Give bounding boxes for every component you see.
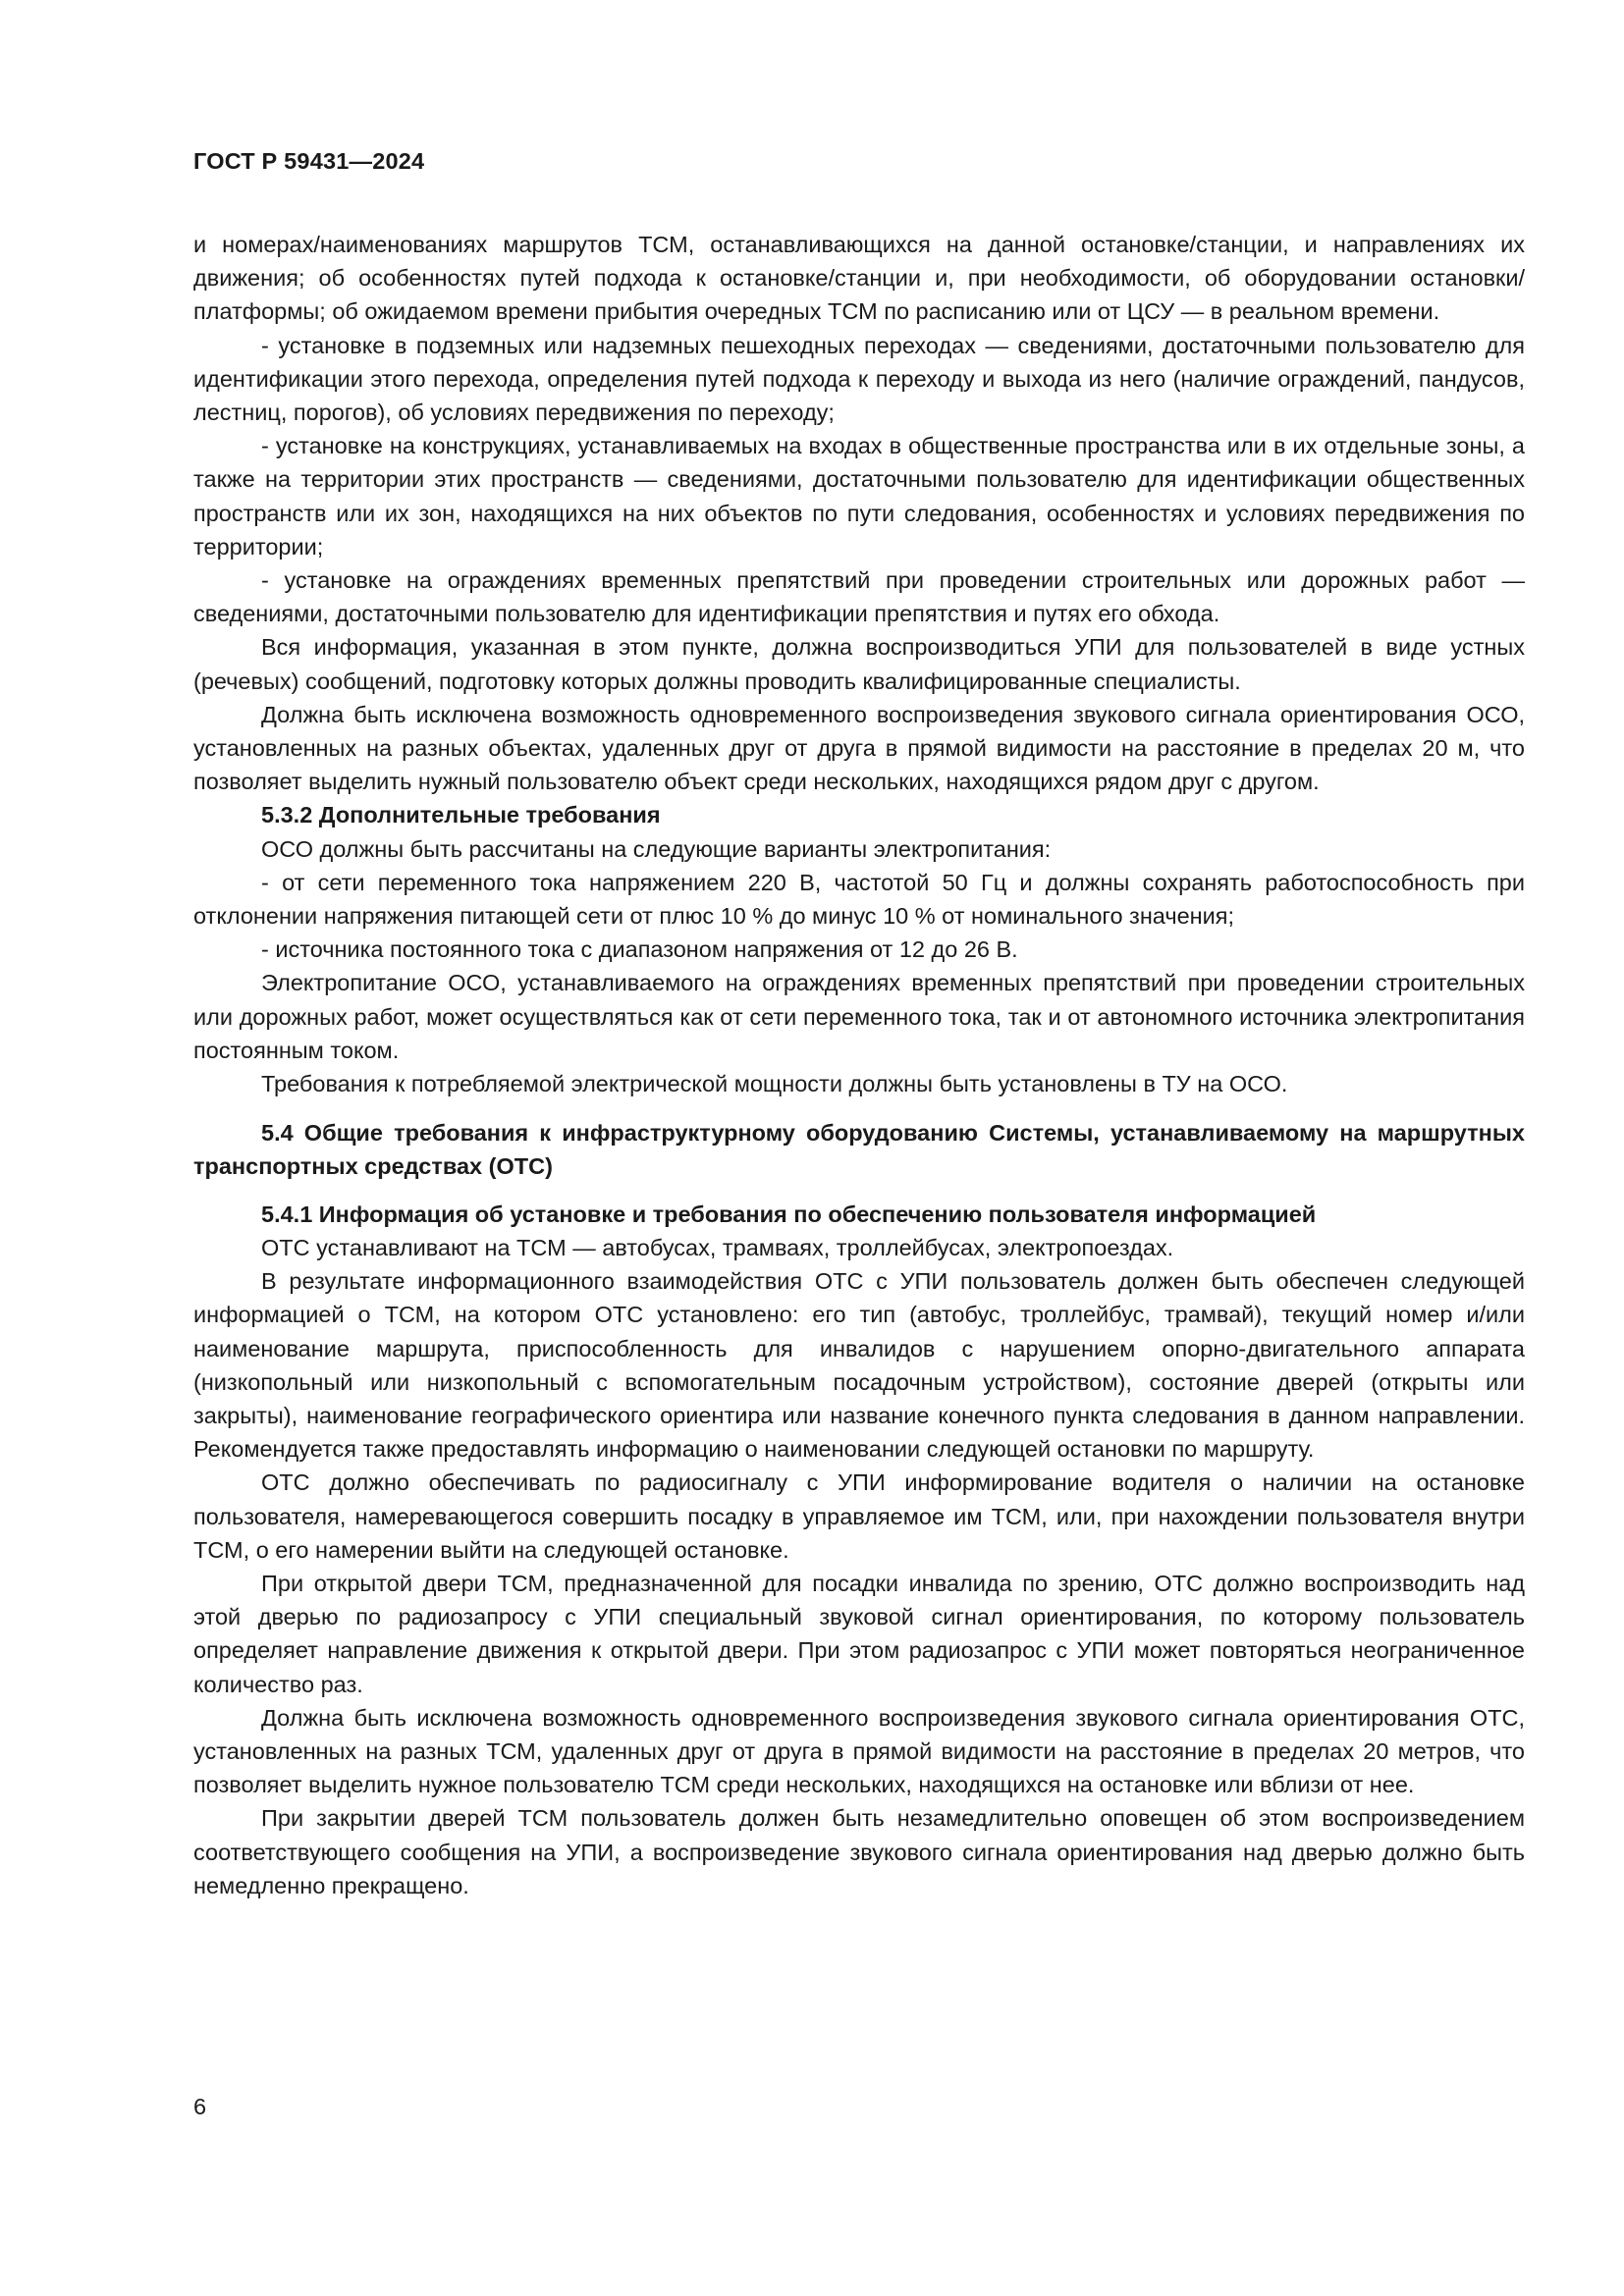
document-body	[193, 228, 1525, 1902]
paragraph: Должна быть исключена возможность одновременного воспроизведения звукового сигнала ориентирования ОСО, установленных на разных объектах, удаленных друг от друга в прямой видимости на расстояние в пределах 20 м, что позволяет выделить нужный пользователю объект среди нескольких, находящихся рядом друг с другом.	[193, 701, 1525, 795]
section-heading-5-3-2: 5.3.2 Дополнительные требования	[261, 802, 661, 828]
paragraph-continuation: и номерах/наименованиях маршрутов ТСМ, останавливающихся на данной остановке/станции, и направлениях их движения; об особенностях путей подхода к остановке/станции и, при необходимости, об оборудовании остановки/платформы; об ожидаемом времени прибытия очередных ТСМ по расписанию или от ЦСУ — в реальном времени.	[193, 232, 1525, 325]
paragraph: В результате информационного взаимодействия ОТС с УПИ пользователь должен быть обеспечен следующей информацией о ТСМ, на котором ОТС установлено: его тип (автобус, троллейбус, трамвай), текущий номер и/или наименование маршрута, приспособленность для инвалидов с нарушением опорно-двигательного аппарата (низкопольный или низкопольный с вспомогательным посадочным устройством), состояние дверей (открыты или закрыты), наименование географического ориентира или название конечного пункта следования в данном направлении. Рекомендуется также предоставлять информацию о наименовании следующей остановки по маршруту.	[193, 1268, 1525, 1463]
page-number: 6	[193, 2094, 207, 2119]
paragraph: Электропитание ОСО, устанавливаемого на ограждениях временных препятствий при проведении строительных или дорожных работ, может осуществляться как от сети переменного тока, так и от автономного источника электропитания постоянным током.	[193, 970, 1525, 1063]
list-item: - установке на конструкциях, устанавливаемых на входах в общественные пространства или в их отдельные зоны, а также на территории этих пространств — сведениями, достаточными пользователю для идентификации общественных пространств или их зон, находящихся на них объектов по пути следования, особенностях и условиях передвижения по территории;	[193, 433, 1525, 560]
section-heading-5-4: 5.4 Общие требования к инфраструктурному оборудованию Системы, устанавливаемому на маршрутных транспортных средствах (ОТС)	[193, 1120, 1525, 1180]
paragraph: При закрытии дверей ТСМ пользователь должен быть незамедлительно оповещен об этом воспроизведением соответствующего сообщения на УПИ, а воспроизведение звукового сигнала ориентирования над дверью должно быть немедленно прекращено.	[193, 1805, 1525, 1898]
list-item: - от сети переменного тока напряжением 220 В, частотой 50 Гц и должны сохранять работоспособность при отклонении напряжения питающей сети от плюс 10 % до минус 10 % от номинального значения;	[193, 869, 1525, 930]
list-item: - установке в подземных или надземных пешеходных переходах — сведениями, достаточными пользователю для идентификации этого перехода, определения путей подхода к переходу и выхода из него (наличие ограждений, пандусов, лестниц, порогов), об условиях передвижения по переходу;	[193, 332, 1525, 426]
paragraph: Вся информация, указанная в этом пункте, должна воспроизводиться УПИ для пользователей в виде устных (речевых) сообщений, подготовку которых должны проводить квалифицированные специалисты.	[193, 634, 1525, 694]
list-item: - установке на ограждениях временных препятствий при проведении строительных или дорожных работ — сведениями, достаточными пользователю для идентификации препятствия и путях его обхода.	[193, 567, 1525, 627]
paragraph: Требования к потребляемой электрической мощности должны быть установлены в ТУ на ОСО.	[261, 1071, 1288, 1097]
paragraph: ОТС должно обеспечивать по радиосигналу с УПИ информирование водителя о наличии на остановке пользователя, намеревающегося совершить посадку в управляемое им ТСМ, или, при нахождении пользователя внутри ТСМ, о его намерении выйти на следующей остановке.	[193, 1469, 1525, 1563]
list-item: - источника постоянного тока с диапазоном напряжения от 12 до 26 В.	[261, 936, 1018, 963]
paragraph: ОСО должны быть рассчитаны на следующие варианты электропитания:	[261, 835, 1052, 862]
paragraph: При открытой двери ТСМ, предназначенной для посадки инвалида по зрению, ОТС должно воспроизводить над этой дверью по радиозапросу с УПИ специальный звуковой сигнал ориентирования, по которому пользователь определяет направление движения к открытой двери. При этом радиозапрос с УПИ может повторяться неограниченное количество раз.	[193, 1570, 1525, 1697]
paragraph: ОТС устанавливают на ТСМ — автобусах, трамваях, троллейбусах, электропоездах.	[261, 1234, 1174, 1260]
standard-header: ГОСТ Р 59431—2024	[193, 148, 425, 174]
section-heading-5-4-1: 5.4.1 Информация об установке и требования по обеспечению пользователя информацией	[261, 1201, 1317, 1227]
paragraph: Должна быть исключена возможность одновременного воспроизведения звукового сигнала ориентирования ОТС, установленных на разных ТСМ, удаленных друг от друга в прямой видимости на расстояние в пределах 20 метров, что позволяет выделить нужное пользователю ТСМ среди нескольких, находящихся на остановке или вблизи от нее.	[193, 1704, 1525, 1798]
